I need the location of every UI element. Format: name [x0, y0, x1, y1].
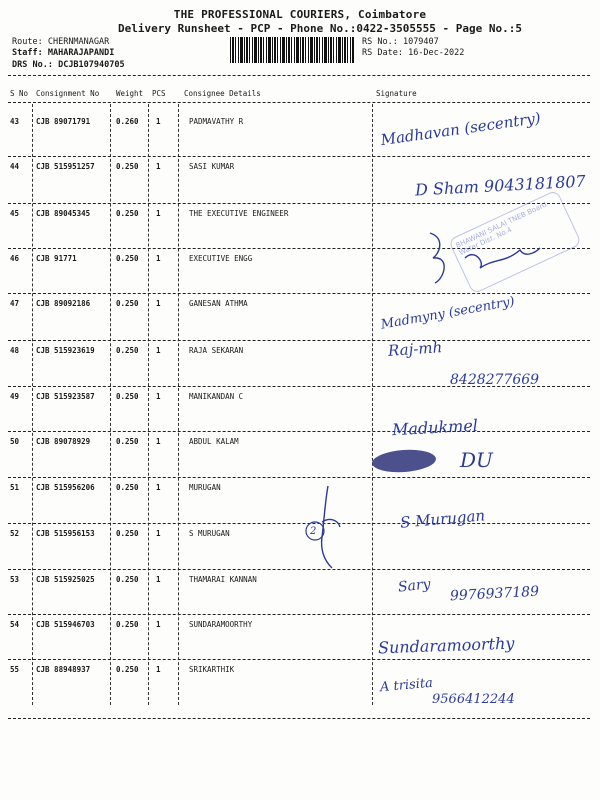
row-sno: 53	[10, 575, 20, 584]
signature-50: DU	[460, 448, 493, 472]
row-consignee: EXECUTIVE ENGG	[189, 254, 253, 263]
col-weight: Weight	[116, 89, 144, 98]
rs-no-line	[362, 37, 439, 47]
signature-53-phone: 9976937189	[449, 583, 540, 605]
signature-44: D Sham 9043181807	[414, 171, 587, 200]
rs-date-value: 16-Dec-2022	[408, 48, 465, 58]
signature-50-blot	[371, 448, 436, 474]
row-pcs: 1	[156, 254, 161, 263]
row-weight: 0.250	[116, 529, 139, 538]
signature-55-phone: 9566412244	[432, 692, 515, 707]
row-weight: 0.250	[116, 483, 139, 492]
row-weight: 0.250	[116, 620, 139, 629]
col-sno: S No	[10, 89, 29, 98]
row-sno: 50	[10, 437, 20, 446]
row-sno: 46	[10, 254, 20, 263]
drs-line	[12, 60, 125, 70]
row-consignment-no: CJB 515956153	[36, 529, 95, 538]
signature-47: Madmyny (secentry)	[379, 294, 516, 333]
row-consignment-no: CJB 89071791	[36, 117, 91, 126]
row-consignment-no: CJB 515925025	[36, 575, 95, 584]
stamp-text: BHAWANI SALAI TNEB Board Water Dist. No.4	[454, 200, 549, 258]
staff-value: MAHARAJAPANDI	[47, 48, 115, 58]
row-separator	[8, 523, 590, 524]
row-sno: 52	[10, 529, 20, 538]
signature-45-46-scribble	[425, 228, 545, 288]
row-separator	[8, 431, 590, 432]
row-consignee: SASI KUMAR	[189, 162, 235, 171]
row-separator	[8, 614, 590, 615]
row-sno: 45	[10, 209, 20, 218]
row-consignee: THE EXECUTIVE ENGINEER	[189, 209, 289, 218]
signature-49: Madukmel	[391, 415, 479, 440]
row-pcs: 1	[156, 529, 161, 538]
rs-no-value: 1079407	[402, 37, 439, 47]
signature-55: A trisita	[379, 675, 434, 696]
route-value: CHERNMANAGAR	[47, 37, 110, 47]
row-consignee: ABDUL KALAM	[189, 437, 239, 446]
row-pcs: 1	[156, 575, 161, 584]
signature-53: Sary	[397, 576, 432, 596]
row-weight: 0.250	[116, 254, 139, 263]
row-consignee: RAJA SEKARAN	[189, 346, 244, 355]
signature-48-phone: 8428277669	[450, 372, 540, 388]
row-consignee: SUNDARAMOORTHY	[189, 620, 253, 629]
row-separator	[8, 659, 590, 660]
signature-48: Raj-mh	[387, 338, 443, 360]
route-label: Route:	[12, 37, 43, 47]
runsheet-title: THE PROFESSIONAL COURIERS, Coimbatore	[173, 8, 427, 21]
row-consignee: SRIKARTHIK	[189, 665, 235, 674]
row-sno: 43	[10, 117, 20, 126]
row-sno: 54	[10, 620, 20, 629]
row-weight: 0.250	[116, 575, 139, 584]
row-pcs: 1	[156, 209, 161, 218]
row-pcs: 1	[156, 437, 161, 446]
row-separator	[8, 293, 590, 294]
row-consignment-no: CJB 88948937	[36, 665, 91, 674]
row-weight: 0.250	[116, 665, 139, 674]
barcode	[230, 37, 354, 63]
col-pcs: PCS	[152, 89, 166, 98]
row-consignment-no: CJB 89045345	[36, 209, 91, 218]
row-consignee: S MURUGAN	[189, 529, 230, 538]
drs-value: DCJB107940705	[58, 60, 125, 70]
row-sno: 55	[10, 665, 20, 674]
row-pcs: 1	[156, 162, 161, 171]
row-consignment-no: CJB 515956206	[36, 483, 95, 492]
row-consignment-no: CJB 89078929	[36, 437, 91, 446]
row-consignee: MANIKANDAN C	[189, 392, 244, 401]
row-weight: 0.260	[116, 117, 139, 126]
row-weight: 0.250	[116, 299, 139, 308]
row-weight: 0.250	[116, 209, 139, 218]
row-consignment-no: CJB 515923587	[36, 392, 95, 401]
rs-no-label: RS No.:	[362, 37, 398, 47]
row-consignee: PADMAVATHY R	[189, 117, 244, 126]
row-consignment-no: CJB 515946703	[36, 620, 95, 629]
row-pcs: 1	[156, 665, 161, 674]
row-pcs: 1	[156, 620, 161, 629]
row-pcs: 1	[156, 483, 161, 492]
row-consignee: THAMARAI KANNAN	[189, 575, 257, 584]
signature-43: Madhavan (secentry)	[379, 108, 542, 150]
row-separator	[8, 569, 590, 570]
runsheet-subtitle: Delivery Runsheet - PCP - Phone No.:0422-3505555 - Page No.:5	[118, 22, 522, 35]
row-sno: 47	[10, 299, 20, 308]
rs-date-line	[362, 48, 464, 58]
col-signature: Signature	[376, 89, 417, 98]
row-consignment-no: CJB 515923619	[36, 346, 95, 355]
staff-label: Staff:	[12, 48, 43, 58]
row-separator	[8, 203, 590, 204]
route-line	[12, 37, 109, 47]
drs-label: DRS No.:	[12, 60, 53, 70]
row-separator	[8, 156, 590, 157]
col-consignment: Consignment No	[36, 89, 100, 98]
row-separator	[8, 477, 590, 478]
rs-date-label: RS Date:	[362, 48, 403, 58]
header-rule-top	[8, 75, 590, 76]
staff-line	[12, 48, 114, 58]
row-pcs: 1	[156, 392, 161, 401]
row-consignee: GANESAN ATHMA	[189, 299, 248, 308]
row-consignment-no: CJB 515951257	[36, 162, 95, 171]
row-weight: 0.250	[116, 162, 139, 171]
row-sno: 51	[10, 483, 20, 492]
row-consignee: MURUGAN	[189, 483, 221, 492]
row-weight: 0.250	[116, 346, 139, 355]
row-pcs: 1	[156, 346, 161, 355]
row-sno: 49	[10, 392, 20, 401]
row-consignment-no: CJB 89092186	[36, 299, 91, 308]
table-bottom-rule	[8, 718, 590, 719]
row-pcs: 1	[156, 299, 161, 308]
row-weight: 0.250	[116, 437, 139, 446]
row-pcs: 1	[156, 117, 161, 126]
row-sno: 48	[10, 346, 20, 355]
signature-51-scribble	[300, 482, 350, 572]
header-rule-bottom	[8, 102, 590, 103]
row-consignment-no: CJB 91771	[36, 254, 77, 263]
row-sno: 44	[10, 162, 20, 171]
signature-54: Sundaramoorthy	[377, 633, 515, 658]
signature-51-circle: 2	[310, 526, 317, 537]
signature-51: S Murugan	[399, 506, 486, 532]
row-weight: 0.250	[116, 392, 139, 401]
col-consignee: Consignee Details	[184, 89, 261, 98]
row-separator	[8, 340, 590, 341]
